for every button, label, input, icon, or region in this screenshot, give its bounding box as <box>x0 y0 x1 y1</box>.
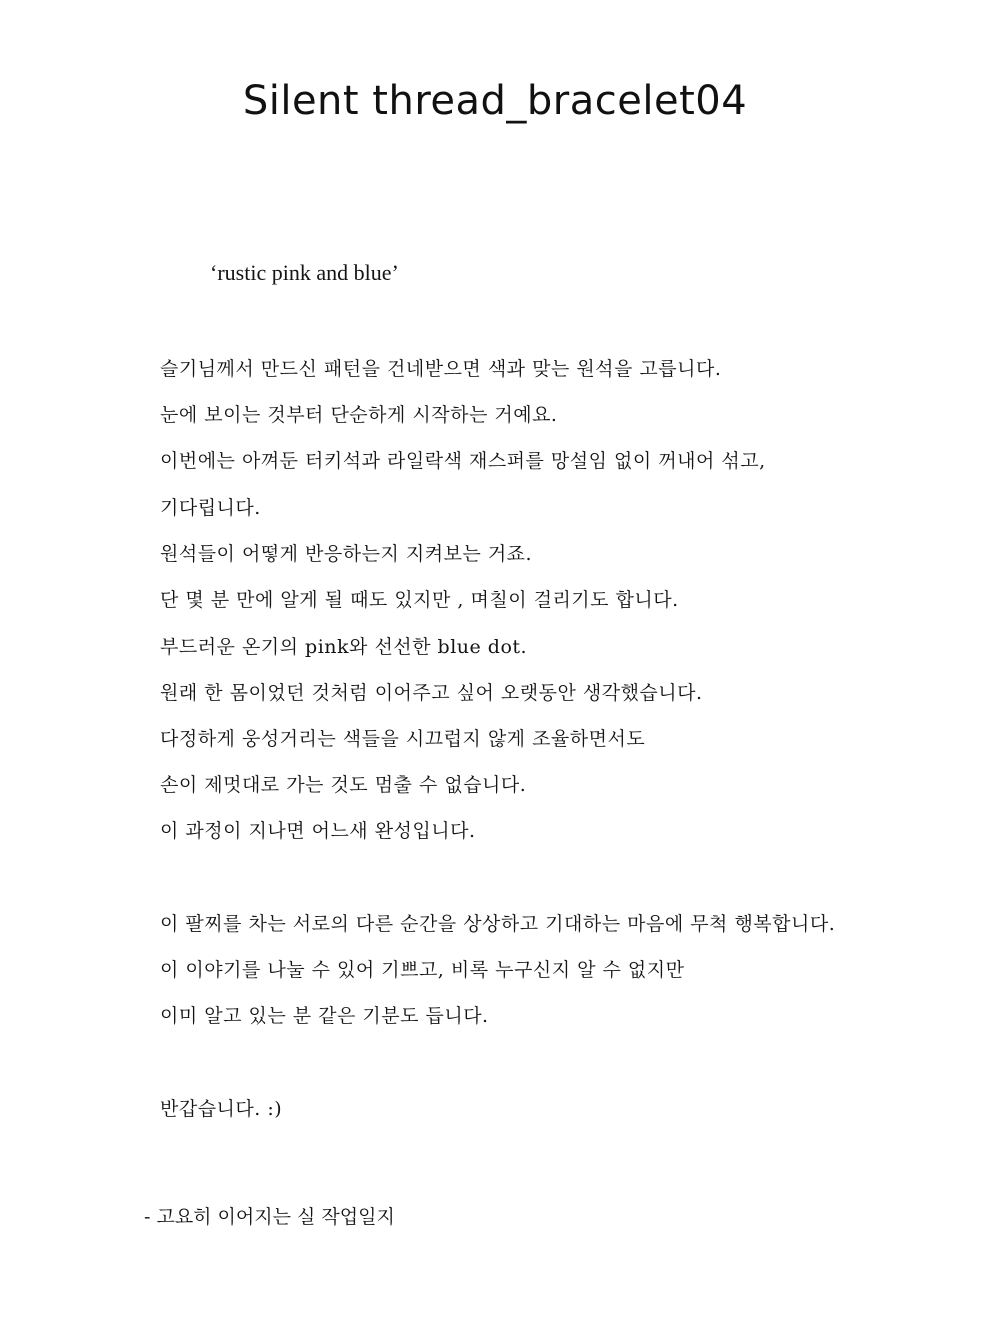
body-line-9: 다정하게 웅성거리는 색들을 시끄럽지 않게 조율하면서도 <box>160 728 646 750</box>
body-line-11: 이 과정이 지나면 어느새 완성입니다. <box>160 820 476 842</box>
body-line-1: 슬기님께서 만드신 패턴을 건네받으면 색과 맞는 원석을 고릅니다. <box>160 358 722 380</box>
body-line-12: 이 팔찌를 차는 서로의 다른 순간을 상상하고 기대하는 마음에 무척 행복합니다. <box>160 913 836 935</box>
body-line-2: 눈에 보이는 것부터 단순하게 시작하는 거예요. <box>160 404 558 426</box>
body-line-8: 원래 한 몸이었던 것처럼 이어주고 싶어 오랫동안 생각했습니다. <box>160 682 703 704</box>
page-title: Silent thread_bracelet04 <box>242 78 748 124</box>
body-line-10: 손이 제멋대로 가는 것도 멈출 수 없습니다. <box>160 774 527 796</box>
body-line-14: 이미 알고 있는 분 같은 기분도 듭니다. <box>160 1005 489 1027</box>
signature: - 고요히 이어지는 실 작업일지 <box>144 1206 395 1228</box>
body-line-4: 기다립니다. <box>160 497 261 519</box>
body-line-3: 이번에는 아껴둔 터키석과 라일락색 재스퍼를 망설임 없이 꺼내어 섞고, <box>160 450 766 472</box>
subtitle: ‘rustic pink and blue’ <box>210 260 399 285</box>
body-line-5: 원석들이 어떻게 반응하는지 지켜보는 거죠. <box>160 543 533 565</box>
body-line-6: 단 몇 분 만에 알게 될 때도 있지만 , 며칠이 걸리기도 합니다. <box>160 589 679 611</box>
greeting-line: 반갑습니다. :) <box>160 1098 283 1120</box>
body-line-7: 부드러운 온기의 pink와 선선한 blue dot. <box>160 636 528 658</box>
body-line-13: 이 이야기를 나눌 수 있어 기쁘고, 비록 누구신지 알 수 없지만 <box>160 959 685 981</box>
